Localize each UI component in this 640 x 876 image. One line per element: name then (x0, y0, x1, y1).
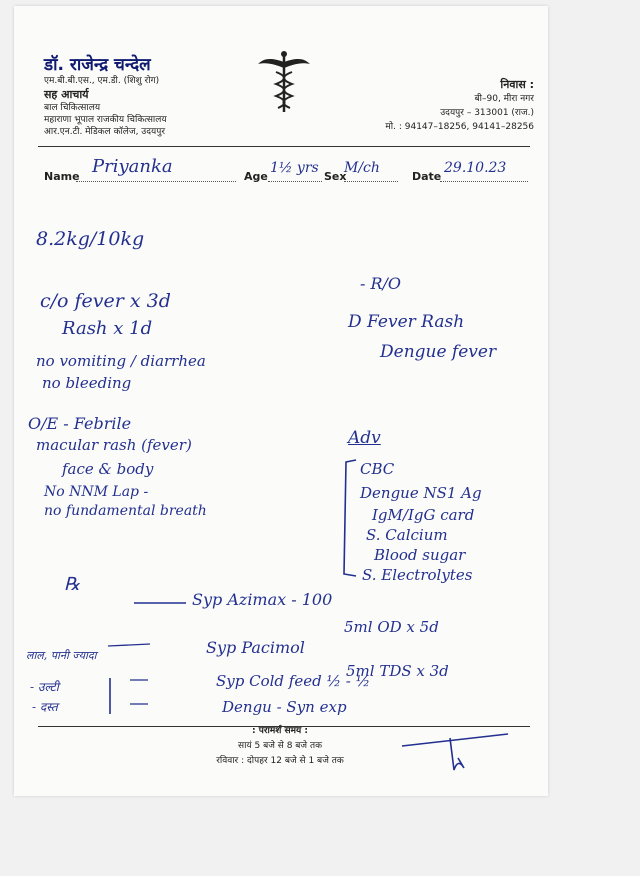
sex-dots (344, 181, 398, 182)
doctor-info (44, 52, 167, 138)
age-label: Age (244, 170, 268, 183)
exam-5: no fundamental breath (44, 503, 207, 519)
exam-3: face & body (62, 460, 154, 478)
caduceus-icon (258, 50, 310, 114)
consult-title: : परामर्श समय : (252, 726, 308, 736)
investigation-4: S. Calcium (366, 526, 448, 544)
exam-1: O/E - Febrile (28, 414, 132, 433)
rx-3: Syp Cold feed ½ - ½ (216, 672, 371, 690)
complaint-3: no vomiting / diarrhea (36, 352, 206, 370)
investigation-6: S. Electrolytes (362, 566, 473, 584)
rx-4: Dengu - Syn exp (222, 698, 347, 716)
phone-numbers: मो. : 94147–18256, 94141–28256 (385, 122, 534, 132)
side-note-2: - उल्टी (30, 680, 59, 694)
doctor-signature (398, 728, 518, 776)
prescription-date: 29.10.23 (444, 160, 507, 176)
doctor-designation: सह आचार्य (44, 88, 89, 101)
side-bracket (96, 640, 156, 720)
address-line-1: बी–90, मीरा नगर (474, 94, 534, 104)
complaint-4: no bleeding (42, 374, 132, 392)
address-line-2: उदयपुर – 313001 (राज.) (440, 108, 534, 118)
residence-info (385, 78, 534, 134)
exam-2: macular rash (fever) (36, 436, 192, 454)
exam-4: No NNM Lap - (44, 484, 149, 500)
investigation-1: CBC (360, 460, 395, 478)
patient-name: Priyanka (92, 156, 173, 177)
patient-sex: M/ch (344, 160, 380, 176)
doctor-degrees: एम.बी.बी.एस., एम.डी. (शिशु रोग) (44, 76, 160, 86)
weight-note: 8.2kg/10kg (36, 228, 145, 250)
rx-1-dose: 5ml OD x 5d (344, 618, 439, 636)
ddx-2: Dengue fever (380, 342, 497, 362)
name-label: Name (44, 170, 80, 183)
rx-1: Syp Azimax - 100 (192, 590, 333, 609)
advice-title: Adv (348, 428, 381, 448)
ddx-1: D Fever Rash (348, 312, 465, 332)
consultation-hours (180, 724, 380, 769)
complaint-1: c/o fever x 3d (40, 290, 171, 312)
patient-age: 1½ yrs (270, 160, 319, 176)
doctor-department: बाल चिकित्सालय (44, 103, 101, 113)
investigation-2: Dengue NS1 Ag (360, 484, 482, 502)
doctor-name: डॉ. राजेन्द्र चन्देल (44, 55, 151, 75)
date-label: Date (412, 170, 442, 183)
ddx-title: - R/O (360, 274, 402, 293)
side-note-3: - दस्त (32, 700, 58, 714)
name-dots (76, 181, 236, 182)
residence-title: निवास : (500, 78, 534, 91)
sunday-hours: रविवार : दोपहर 12 बजे से 1 बजे तक (216, 756, 344, 766)
investigation-3: IgM/IgG card (372, 506, 475, 524)
rx-symbol: ℞ (64, 574, 81, 595)
rx-2-dose: 5ml TDS x 3d (346, 662, 449, 680)
rx-dash-1 (130, 598, 190, 608)
date-dots (440, 181, 528, 182)
header-divider (38, 146, 530, 147)
investigation-5: Blood sugar (374, 546, 466, 564)
college-name: आर.एन.टी. मेडिकल कॉलेज, उदयपुर (44, 127, 166, 137)
sex-label: Sex (324, 170, 347, 183)
complaint-2: Rash x 1d (62, 318, 153, 339)
advice-bracket (336, 456, 360, 580)
hospital-name: महाराणा भूपाल राजकीय चिकित्सालय (44, 115, 167, 125)
evening-hours: सायं 5 बजे से 8 बजे तक (237, 741, 322, 751)
rx-2: Syp Pacimol (206, 638, 305, 657)
age-dots (268, 181, 322, 182)
side-note-1: लाल, पानी ज्यादा (26, 649, 97, 662)
